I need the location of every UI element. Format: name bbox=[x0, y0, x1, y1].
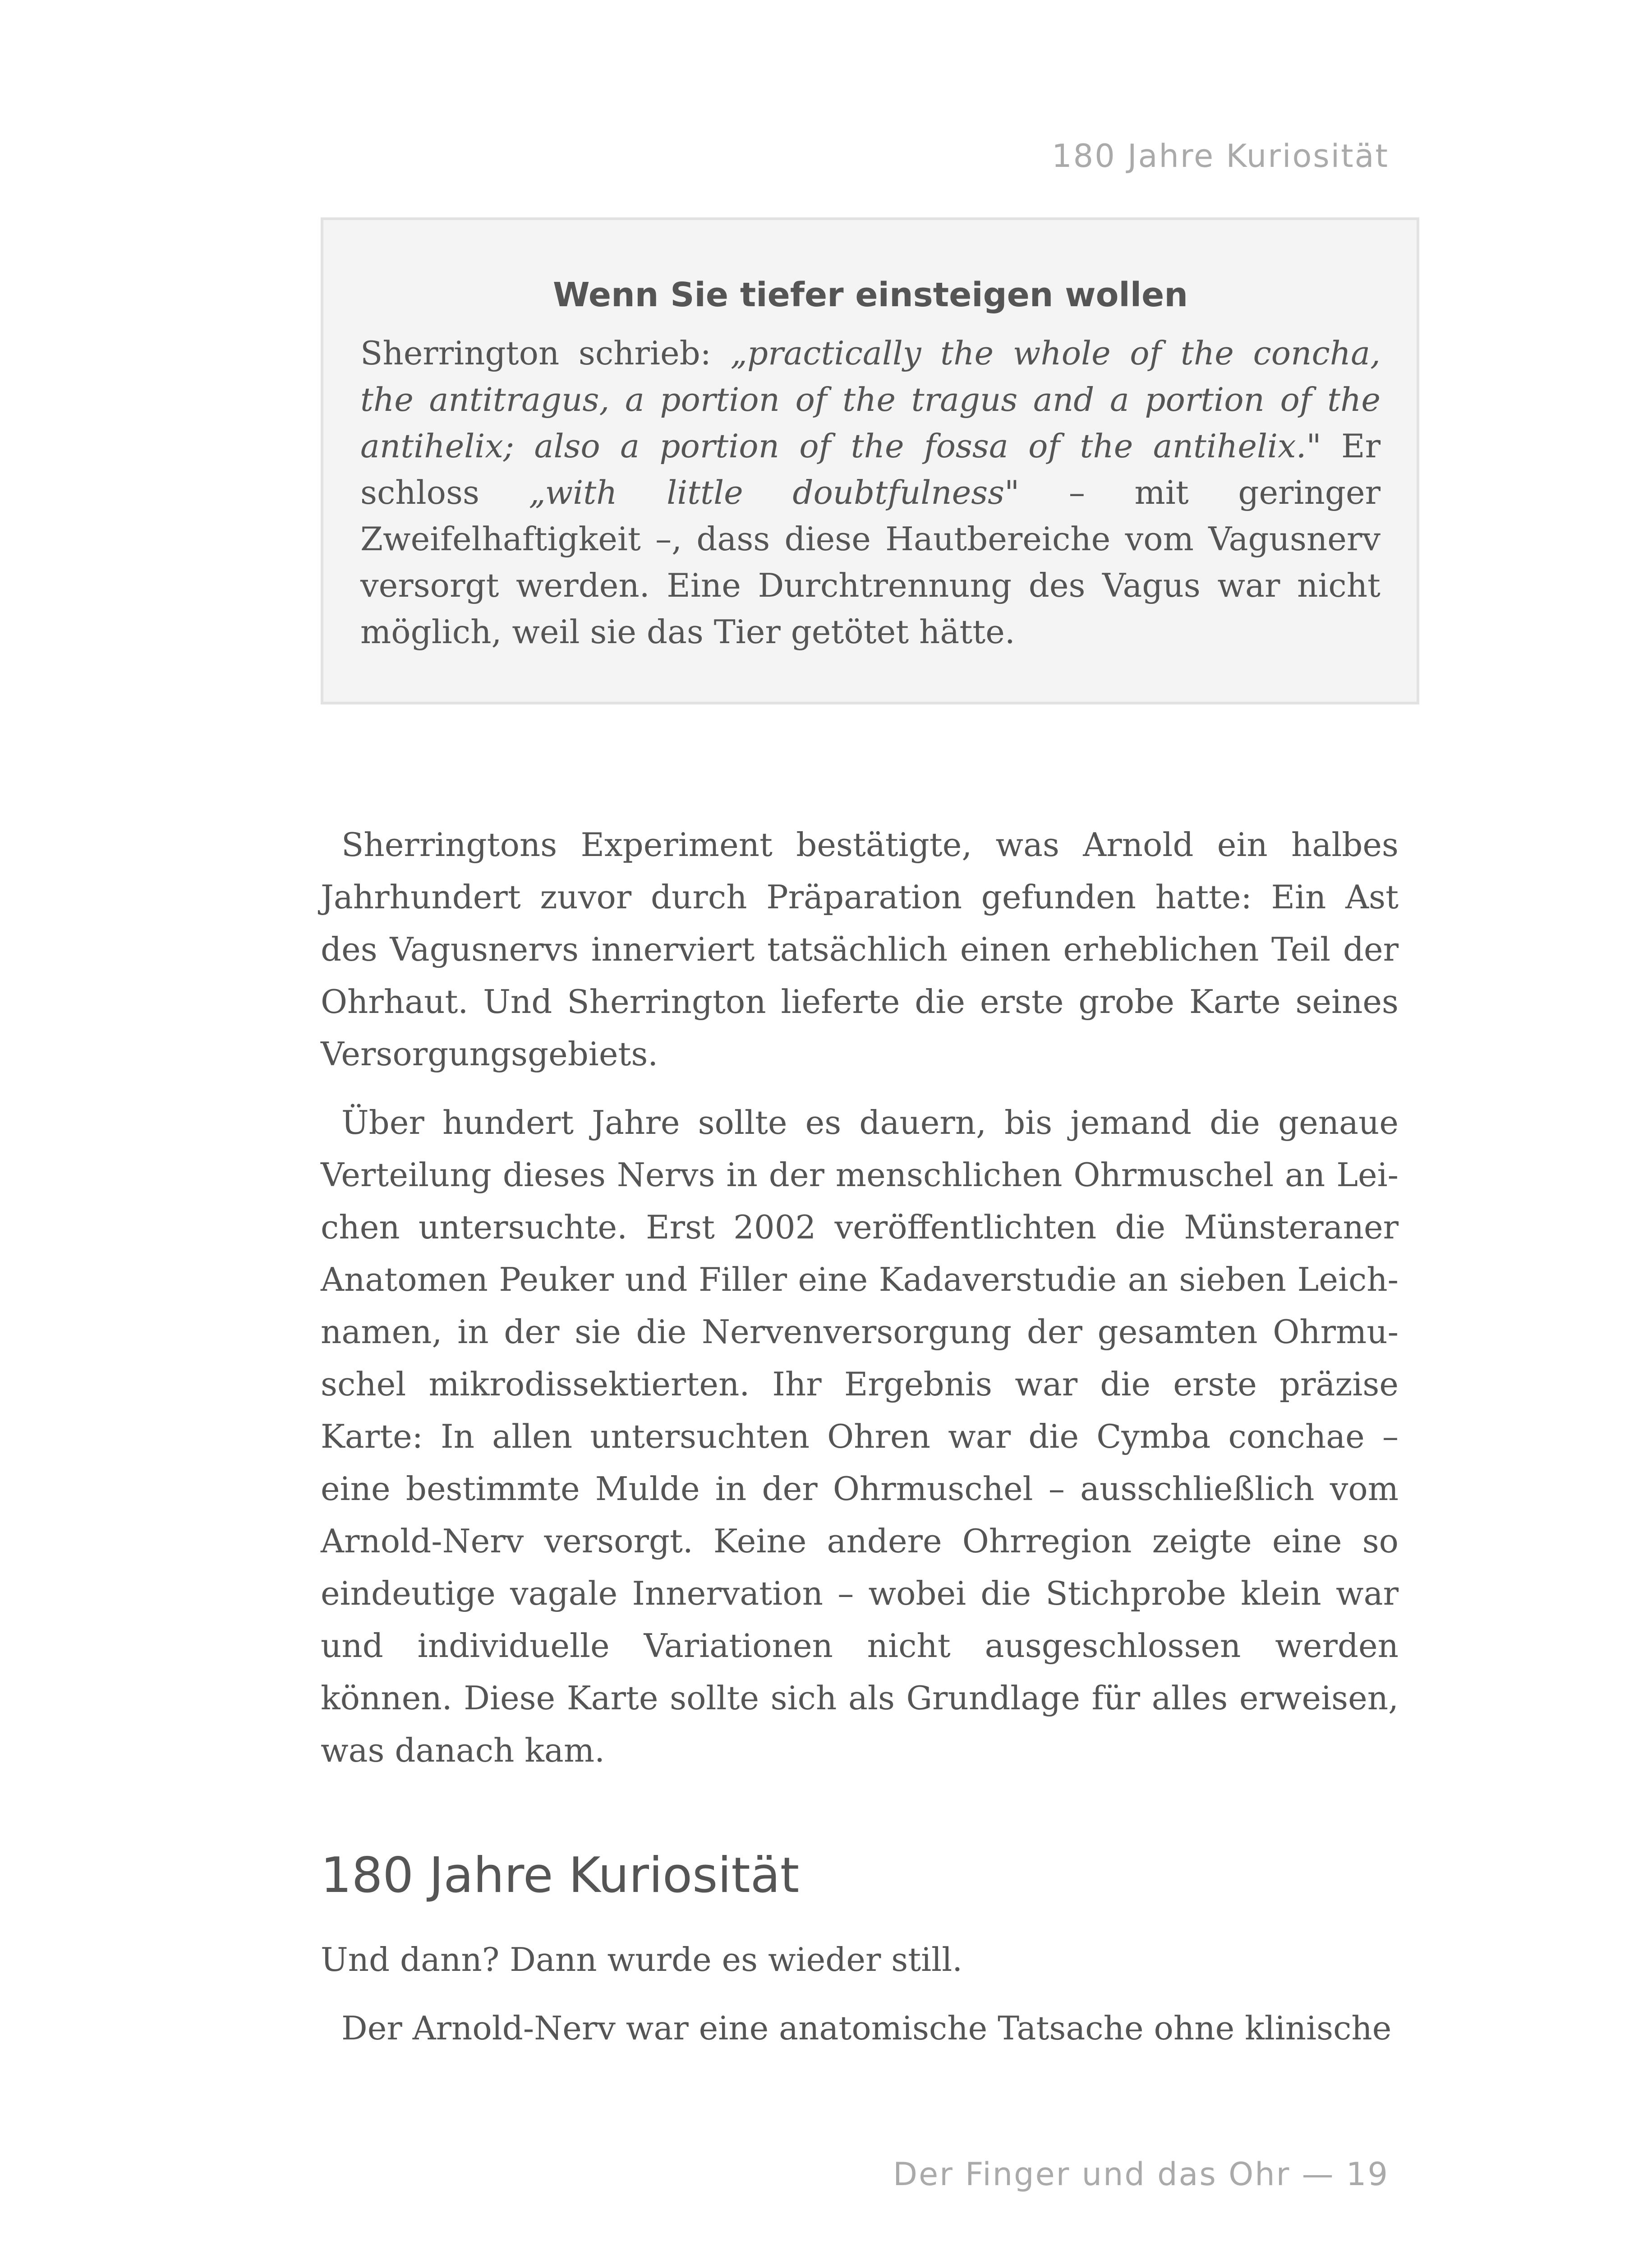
page-number: 19 bbox=[1346, 2156, 1389, 2193]
paragraph-2: Über hundert Jahre sollte es dauern, bis jemand die genaue Verteilung dieses Nervs in der menschlichen Ohrmuschel an Leichen untersuchte. Erst 2002 veröffentlichten die Münsteraner Anatomen Peuker und Filler eine Kadaverstudie an sieben Leichnamen, in der sie die Nervenversorgung der gesamten Ohrmuschel mikrodissektierten. Ihr Ergebnis war die erste präzise Karte: In allen untersuchten Ohren war die Cymba conchae – eine bestimmte Mulde in der Ohrmuschel – ausschließlich vom Arnold-Nerv versorgt. Keine andere Ohrregion zeigte eine so eindeutige vagale Innervation – wobei die Stichprobe klein war und individuelle Variationen nicht ausgeschlossen werden können. Diese Karte sollte sich als Grundlage für alles erweisen, was danach kam. bbox=[321, 1104, 1399, 1769]
section-heading: 180 Jahre Kuriosität bbox=[321, 1847, 800, 1904]
info-box bbox=[321, 217, 1419, 704]
info-box-text-intro: Sherrington schrieb: bbox=[360, 334, 731, 372]
info-box-text bbox=[360, 330, 1381, 655]
main-text bbox=[321, 819, 1399, 2054]
info-box-title: Wenn Sie tiefer einsteigen wollen bbox=[552, 276, 1188, 314]
footer-separator: — bbox=[1290, 2156, 1346, 2193]
paragraph-3: Und dann? Dann wurde es wieder still. bbox=[321, 1941, 963, 1979]
paragraph-4: Der Arnold-Nerv war eine anatomische Tatsache ohne klinische bbox=[341, 2009, 1392, 2047]
info-box-text-middle: Er schloss bbox=[360, 427, 1381, 511]
footer-book-title: Der Finger und das Ohr bbox=[893, 2156, 1291, 2193]
info-box-quote-2: „with little doubtfulness" bbox=[529, 474, 1020, 511]
info-box-quote-1: „practically the whole of the concha, the antitragus, a portion of the tragus and a portion of the antihelix; also a portion of the fossa of the antihelix." bbox=[360, 334, 1381, 465]
info-box-text-end: – mit geringer Zweifelhaftigkeit –, dass diese Hautbereiche vom Vagusnerv versorgt werden. Eine Durchtrennung des Vagus war nicht möglich, weil sie das Tier getötet hätte. bbox=[360, 474, 1381, 651]
running-header: 180 Jahre Kuriosität bbox=[1052, 138, 1389, 175]
paragraph-1: Sherringtons Experiment bestätigte, was Arnold ein halbes Jahrhundert zuvor durch Präparation gefunden hatte: Ein Ast des Vagusnervs innerviert tatsächlich einen erheblichen Teil der Ohrhaut. Und Sherrington lieferte die erste grobe Karte seines Versorgungsgebiets. bbox=[321, 826, 1399, 1073]
running-footer bbox=[893, 2156, 1389, 2193]
